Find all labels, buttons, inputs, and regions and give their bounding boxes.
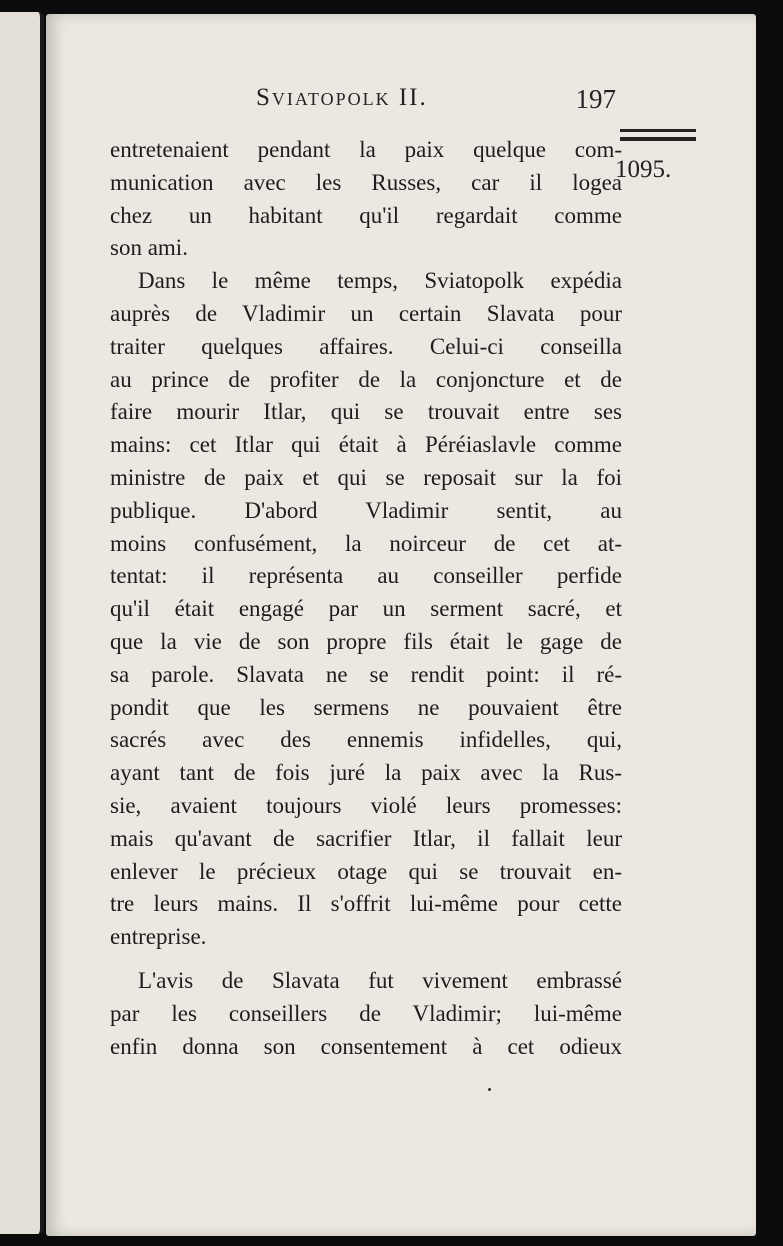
text-line: traiter quelques affaires. Celui-ci conseilla: [110, 333, 622, 359]
text-line: enlever le précieux otage qui se trouvait en-: [110, 858, 622, 884]
text-line: que la vie de son propre fils était le gage de: [110, 628, 622, 654]
text-line: sacrés avec des ennemis infidelles, qui,: [110, 727, 622, 753]
text-line: mais qu'avant de sacrifier Itlar, il fallait leur: [110, 825, 622, 851]
previous-page-edge: [0, 12, 44, 1234]
text-line: pondit que les sermens ne pouvaient être: [110, 694, 622, 720]
text-line: tre leurs mains. Il s'offrit lui-même pour cette: [110, 891, 622, 917]
margin-rule-top: [620, 129, 696, 132]
text-line: son ami.: [110, 235, 188, 261]
text-line: mains: cet Itlar qui était à Péréiaslavle comme: [110, 432, 622, 458]
text-line: faire mourir Itlar, qui se trouvait entre ses: [110, 399, 622, 425]
text-line: au prince de profiter de la conjoncture et de: [110, 366, 622, 392]
margin-year-note: 1095.: [615, 156, 672, 183]
page-number: 197: [575, 84, 616, 114]
text-line: qu'il était engagé par un serment sacré, et: [110, 596, 622, 622]
text-line: publique. D'abord Vladimir sentit, au: [110, 497, 622, 523]
text-line: tentat: il représenta au conseiller perfide: [110, 563, 622, 589]
text-line: ministre de paix et qui se reposait sur la foi: [110, 464, 622, 490]
margin-rule-bottom: [620, 137, 696, 141]
text-line: sie, avaient toujours violé leurs promesses:: [110, 792, 622, 818]
text-line: ayant tant de fois juré la paix avec la Rus-: [110, 760, 622, 786]
body-text: [110, 134, 622, 1063]
text-line: par les conseillers de Vladimir; lui-même: [110, 1000, 622, 1026]
running-title: Sviatopolk II.: [256, 84, 428, 111]
paper-speck: [488, 1088, 491, 1091]
text-line: entreprise.: [110, 924, 207, 950]
text-line: entretenaient pendant la paix quelque com-: [110, 137, 622, 162]
text-line: munication avec les Russes, car il logea: [110, 169, 622, 195]
text-line: moins confusément, la noirceur de cet at-: [110, 530, 622, 556]
text-line: L'avis de Slavata fut vivement embrassé: [138, 967, 622, 993]
text-line: enfin donna son consentement à cet odieux: [110, 1033, 622, 1059]
text-line: auprès de Vladimir un certain Slavata pour: [110, 300, 622, 326]
page-header: [256, 84, 616, 118]
text-line: Dans le même temps, Sviatopolk expédia: [138, 268, 622, 294]
text-line: chez un habitant qu'il regardait comme: [110, 202, 622, 228]
text-line: sa parole. Slavata ne se rendit point: il ré-: [110, 661, 622, 687]
